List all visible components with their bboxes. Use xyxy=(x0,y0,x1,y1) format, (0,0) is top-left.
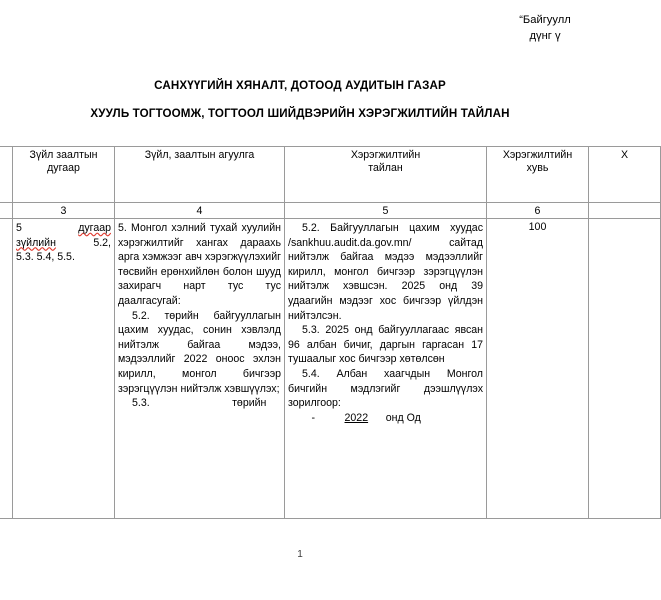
implementation-report-paragraph-1: 5.2. Байгууллагын цахим хуудас /sankhuu.audit.da.gov.mn/ сайтад нийтэлж байгаа мэдээ мэдээллийг кирилл, монгол бичгээр зэрэгцүүлэн нийтэлж хэвшсэн. 2025 онд 39 удаагийн мэдээг хос бичгээр үйлдэн нийтэлсэн. xyxy=(288,222,483,322)
clause-content-paragraph-1: 5. Монгол хэлний тухай хуулийн хэрэгжилтийг хангах дараахь арга хэмжээг авч хэрэгжүүлэхийг төсвийн ерөнхийлөн болон шууд захирагч нарт тус тус даалгасугай: xyxy=(118,222,281,307)
implementation-report-paragraph-2: 5.3. 2025 онд байгууллагаас явсан 96 албан бичиг, даргын гаргасан 17 тушаалыг хос бичгээр хөтөлсөн xyxy=(288,324,483,366)
implementation-report-paragraph-3: 5.4. Албан хаагчдын Монгол бичгийн мэдлэгийг дээшлүүлэх зорилгоор: xyxy=(288,367,483,410)
column-number-4: 4 xyxy=(115,203,285,219)
approval-header-line-1: “Байгуулл xyxy=(519,14,571,26)
partial-fragment-line-3 xyxy=(0,250,9,265)
clause-number-text xyxy=(16,221,111,265)
column-number-7 xyxy=(589,203,661,219)
column-header-implementation-report: Хэрэгжилтийн тайлан xyxy=(285,147,487,203)
approval-header-line-2: дүнг ү xyxy=(529,30,561,42)
clause-content-paragraph-2: 5.2. төрийн байгууллагын цахим хуудас, сонин хэвлэлд нийтэлж байгаа мэдээ, мэдээллийг 2022 оноос эхлэн кирилл, монгол бичгээр зэрэгцүүлэн нийтэлж хэвшүүлэх; xyxy=(118,309,281,395)
cell-partial-left xyxy=(0,219,13,519)
approval-header-block xyxy=(430,12,660,44)
column-header-partial-left xyxy=(0,147,13,203)
cell-implementation-report xyxy=(285,219,487,519)
table-column-number-row xyxy=(0,203,661,219)
table-body xyxy=(0,219,661,519)
column-header-implementation-percent: Хэрэгжилтийн хувь xyxy=(487,147,589,203)
partial-fragment-line-2 xyxy=(0,236,9,251)
column-header-clause-number: Зүйл заалтын дугаар xyxy=(13,147,115,203)
cell-partial-right xyxy=(589,219,661,519)
report-table-container xyxy=(0,146,660,519)
partial-fragment-line-1 xyxy=(0,221,9,236)
table-header xyxy=(0,147,661,219)
report-year: 2022 xyxy=(344,411,369,424)
column-number-3: 3 xyxy=(13,203,115,219)
column-number-5: 5 xyxy=(285,203,487,219)
clause-number-part-3: зүйлийн xyxy=(16,236,56,249)
page-title: САНХҮҮГИЙН ХЯНАЛТ, ДОТООД АУДИТЫН ГАЗАР xyxy=(154,79,446,92)
report-table xyxy=(0,146,661,519)
clause-content-paragraph-3: 5.3. төрийн xyxy=(132,397,267,410)
implementation-report-paragraph-4 xyxy=(288,411,483,426)
partial-fragment-line-4 xyxy=(0,265,9,280)
document-title-block xyxy=(0,78,600,121)
page-number: 1 xyxy=(297,549,303,560)
table-row xyxy=(0,219,661,519)
cell-clause-content xyxy=(115,219,285,519)
column-number-6: 6 xyxy=(487,203,589,219)
report-year-rest: онд Од xyxy=(385,411,421,424)
cell-clause-number xyxy=(13,219,115,519)
clause-number-part-2: дугаар xyxy=(78,222,111,234)
page-subtitle: ХУУЛЬ ТОГТООМЖ, ТОГТООЛ ШИЙДВЭРИЙН ХЭРЭГЖИЛТИЙН ТАЙЛАН xyxy=(90,107,510,120)
table-header-row xyxy=(0,147,661,203)
clause-number-part-1: 5 xyxy=(16,222,22,234)
bullet-dash: - xyxy=(311,411,316,424)
column-header-partial-right: Х xyxy=(589,147,661,203)
column-header-clause-content: Зүйл, заалтын агуулга xyxy=(115,147,285,203)
clause-number-part-4: 5.2, 5.3. 5.4, 5.5. xyxy=(16,236,111,264)
cell-implementation-percent: 100 xyxy=(487,219,589,519)
column-number-partial-left xyxy=(0,203,13,219)
